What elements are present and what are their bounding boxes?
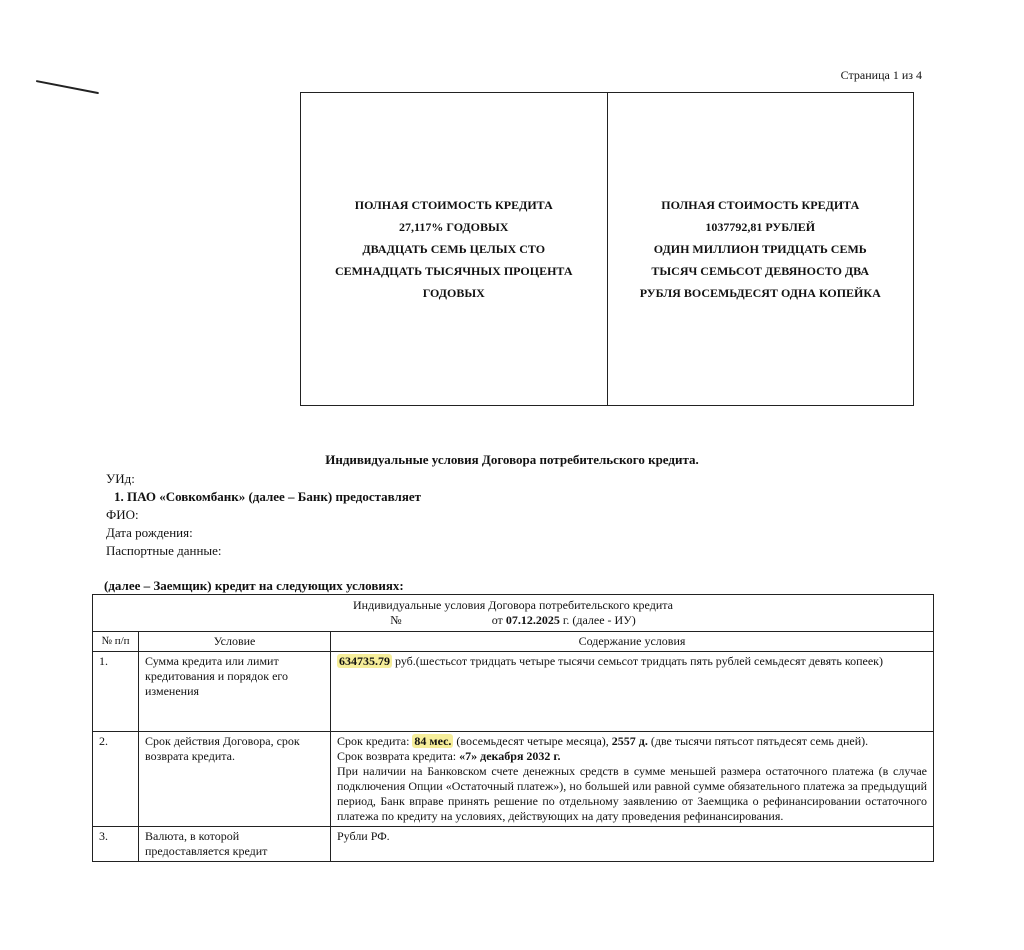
table-date: 07.12.2025 (505, 613, 560, 627)
page-number: Страница 1 из 4 (840, 68, 922, 82)
cost-rubles-line-2: 1037792,81 РУБЛЕЙ (705, 220, 816, 234)
document-title: Индивидуальные условия Договора потребительского кредита. (325, 452, 699, 467)
row-num: 1. (93, 652, 139, 732)
cost-percent-line-1: ПОЛНАЯ СТОИМОСТЬ КРЕДИТА (354, 198, 553, 212)
row-condition: Сумма кредита или лимит кредитования и порядок его изменения (139, 652, 331, 732)
table-date-suffix: г. (далее - ИУ) (559, 613, 636, 627)
return-label: Срок возврата кредита: (337, 749, 460, 763)
pen-stroke-mark (36, 80, 99, 94)
term-days: 2557 д. (611, 734, 648, 748)
loan-term-line (337, 734, 927, 749)
term-days-words: (две тысячи пятьсот пятьдесят семь дней). (647, 734, 869, 748)
table-caption-row (93, 595, 934, 632)
cost-percent-line-2: 27,117% ГОДОВЫХ (399, 220, 509, 234)
full-cost-percent-cell (301, 93, 607, 405)
table-caption: Индивидуальные условия Договора потребительского кредита (353, 598, 673, 612)
row-condition: Срок действия Договора, срок возврата кредита. (139, 732, 331, 827)
return-date-line (337, 749, 927, 764)
cost-percent-line-5: ГОДОВЫХ (422, 286, 485, 300)
passport-label: Паспортные данные: (106, 543, 222, 558)
full-cost-box (300, 92, 914, 406)
term-label: Срок кредита: (337, 734, 413, 748)
uid-label: УИд: (106, 471, 135, 486)
date-of-birth-label: Дата рождения: (106, 525, 193, 540)
row-num: 2. (93, 732, 139, 827)
table-header-row (93, 632, 934, 652)
terms-table (92, 594, 934, 862)
loan-amount-words: руб.(шестьсот тридцать четыре тысячи семьсот тридцать пять рублей семьдесят девять копеек) (392, 654, 883, 668)
refinancing-paragraph: При наличии на Банковском счете денежных средств в сумме меньшей размера остаточного платежа (в случае подключения Опции «Остаточный платеж»), но большей или равной сумме обязательного платежа за предыдущий период, Банк вправе принять решение по отдельному заявлению от Заемщика о рефинансировании остаточного платежа по кредиту на условиях, действующих на дату проведения рефинансирования. (337, 764, 927, 823)
table-caption-cell (93, 595, 934, 632)
row-condition: Валюта, в которой предоставляется кредит (139, 827, 331, 862)
return-date: «7» декабря 2032 г. (459, 749, 561, 763)
fio-label: ФИО: (106, 507, 139, 522)
header-content: Содержание условия (331, 632, 934, 652)
cost-rubles-line-3: ОДИН МИЛЛИОН ТРИДЦАТЬ СЕМЬ (653, 242, 867, 256)
table-date-prefix: от (491, 613, 506, 627)
row-content (331, 732, 934, 827)
cost-rubles-line-5: РУБЛЯ ВОСЕМЬДЕСЯТ ОДНА КОПЕЙКА (639, 286, 881, 300)
term-months: 84 мес. (414, 734, 452, 748)
bank-line: 1. ПАО «Совкомбанк» (далее – Банк) предоставляет (114, 489, 422, 504)
table-row (93, 732, 934, 827)
table-row (93, 827, 934, 862)
term-mid: (восемьдесят четыре месяца), (453, 734, 612, 748)
row-content: Рубли РФ. (331, 827, 934, 862)
cost-rubles-line-1: ПОЛНАЯ СТОИМОСТЬ КРЕДИТА (661, 198, 860, 212)
header-num: № п/п (93, 632, 139, 652)
header-condition: Условие (139, 632, 331, 652)
full-cost-rubles-cell (607, 93, 914, 405)
row-content (331, 652, 934, 732)
cost-percent-line-3: ДВАДЦАТЬ СЕМЬ ЦЕЛЫХ СТО (362, 242, 546, 256)
conditions-intro: (далее – Заемщик) кредит на следующих условиях: (104, 578, 404, 593)
cost-percent-line-4: СЕМНАДЦАТЬ ТЫСЯЧНЫХ ПРОЦЕНТА (334, 264, 573, 278)
table-number-label: № (390, 613, 402, 627)
table-row (93, 652, 934, 732)
cost-rubles-line-4: ТЫСЯЧ СЕМЬСОТ ДЕВЯНОСТО ДВА (651, 264, 870, 278)
loan-amount: 634735.79 (339, 654, 390, 668)
row-num: 3. (93, 827, 139, 862)
table-number-date-line (99, 613, 927, 628)
